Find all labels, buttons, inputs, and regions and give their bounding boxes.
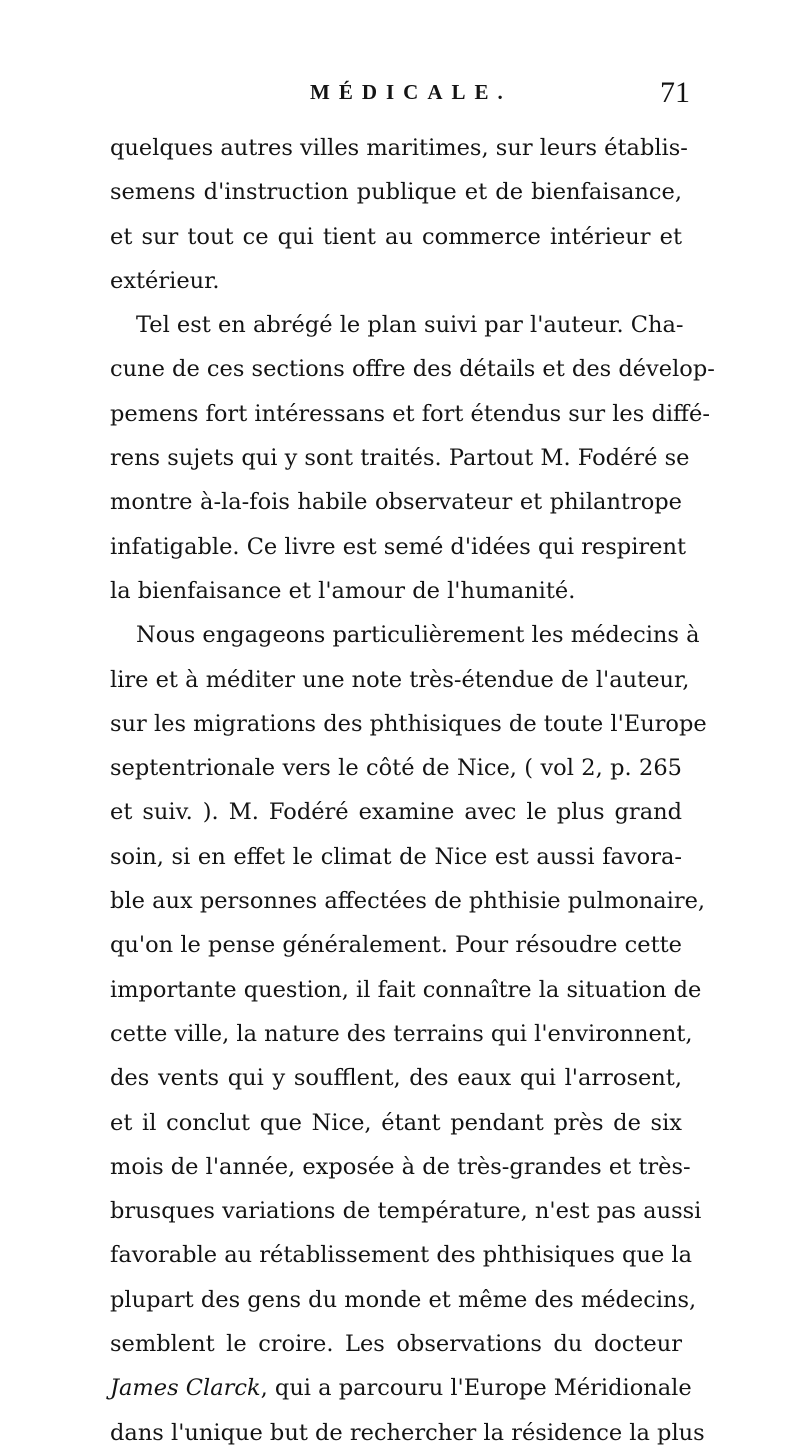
text-line: James Clarck, qui a parcouru l'Europe Méridionale bbox=[110, 1375, 692, 1402]
page-header bbox=[110, 76, 690, 120]
text-line: dans l'unique but de rechercher la résidence la plus bbox=[110, 1419, 705, 1446]
text-line: semens d'instruction publique et de bienfaisance, bbox=[110, 179, 682, 206]
text-line: sur les migrations des phthisiques de toute l'Europe bbox=[110, 710, 707, 737]
paragraph-start-line: Nous engageons particulièrement les médecins à bbox=[136, 622, 700, 649]
text-line: montre à-la-fois habile observateur et philantrope bbox=[110, 489, 682, 516]
paragraph-start-line: Tel est en abrégé le plan suivi par l'auteur. Cha- bbox=[136, 312, 684, 339]
text-line: infatigable. Ce livre est semé d'idées qui respirent bbox=[110, 533, 687, 560]
text-line: des vents qui y soufflent, des eaux qui l'arrosent, bbox=[110, 1065, 682, 1092]
text-line: brusques variations de température, n'est pas aussi bbox=[110, 1198, 702, 1225]
text-line: la bienfaisance et l'amour de l'humanité. bbox=[110, 577, 576, 604]
text-line: favorable au rétablissement des phthisiques que la bbox=[110, 1242, 693, 1269]
italic-author-name: James Clarck bbox=[110, 1375, 261, 1402]
text-line: et sur tout ce qui tient au commerce intérieur et bbox=[110, 223, 682, 250]
text-line: semblent le croire. Les observations du docteur bbox=[110, 1331, 682, 1358]
text-line: extérieur. bbox=[110, 267, 220, 294]
text-line: et il conclut que Nice, étant pendant près de six bbox=[110, 1109, 682, 1136]
text-line: pemens fort intéressans et fort étendus sur les diffé- bbox=[110, 400, 710, 427]
text-line: soin, si en effet le climat de Nice est aussi favora- bbox=[110, 843, 682, 870]
text-line: cune de ces sections offre des détails et des dévelop- bbox=[110, 356, 715, 383]
text-line: qu'on le pense généralement. Pour résoudre cette bbox=[110, 932, 682, 959]
text-line: et suiv. ). M. Fodéré examine avec le plus grand bbox=[110, 799, 682, 826]
text-line: plupart des gens du monde et même des médecins, bbox=[110, 1286, 697, 1313]
text-line: cette ville, la nature des terrains qui l'environnent, bbox=[110, 1020, 693, 1047]
text-line: importante question, il fait connaître la situation de bbox=[110, 976, 702, 1003]
text-line: rens sujets qui y sont traités. Partout M. Fodéré se bbox=[110, 445, 690, 472]
text-line: mois de l'année, exposée à de très-grandes et très- bbox=[110, 1153, 691, 1180]
text-line: quelques autres villes maritimes, sur leurs établis- bbox=[110, 135, 688, 161]
running-head: MÉDICALE. bbox=[310, 80, 512, 104]
text-line: ble aux personnes affectées de phthisie pulmonaire, bbox=[110, 888, 706, 915]
body-text bbox=[110, 126, 715, 1455]
page-number: 71 bbox=[660, 76, 690, 109]
text-line: lire et à méditer une note très-étendue de l'auteur, bbox=[110, 666, 690, 693]
text-line: septentrionale vers le côté de Nice, ( vol 2, p. 265 bbox=[110, 755, 682, 782]
